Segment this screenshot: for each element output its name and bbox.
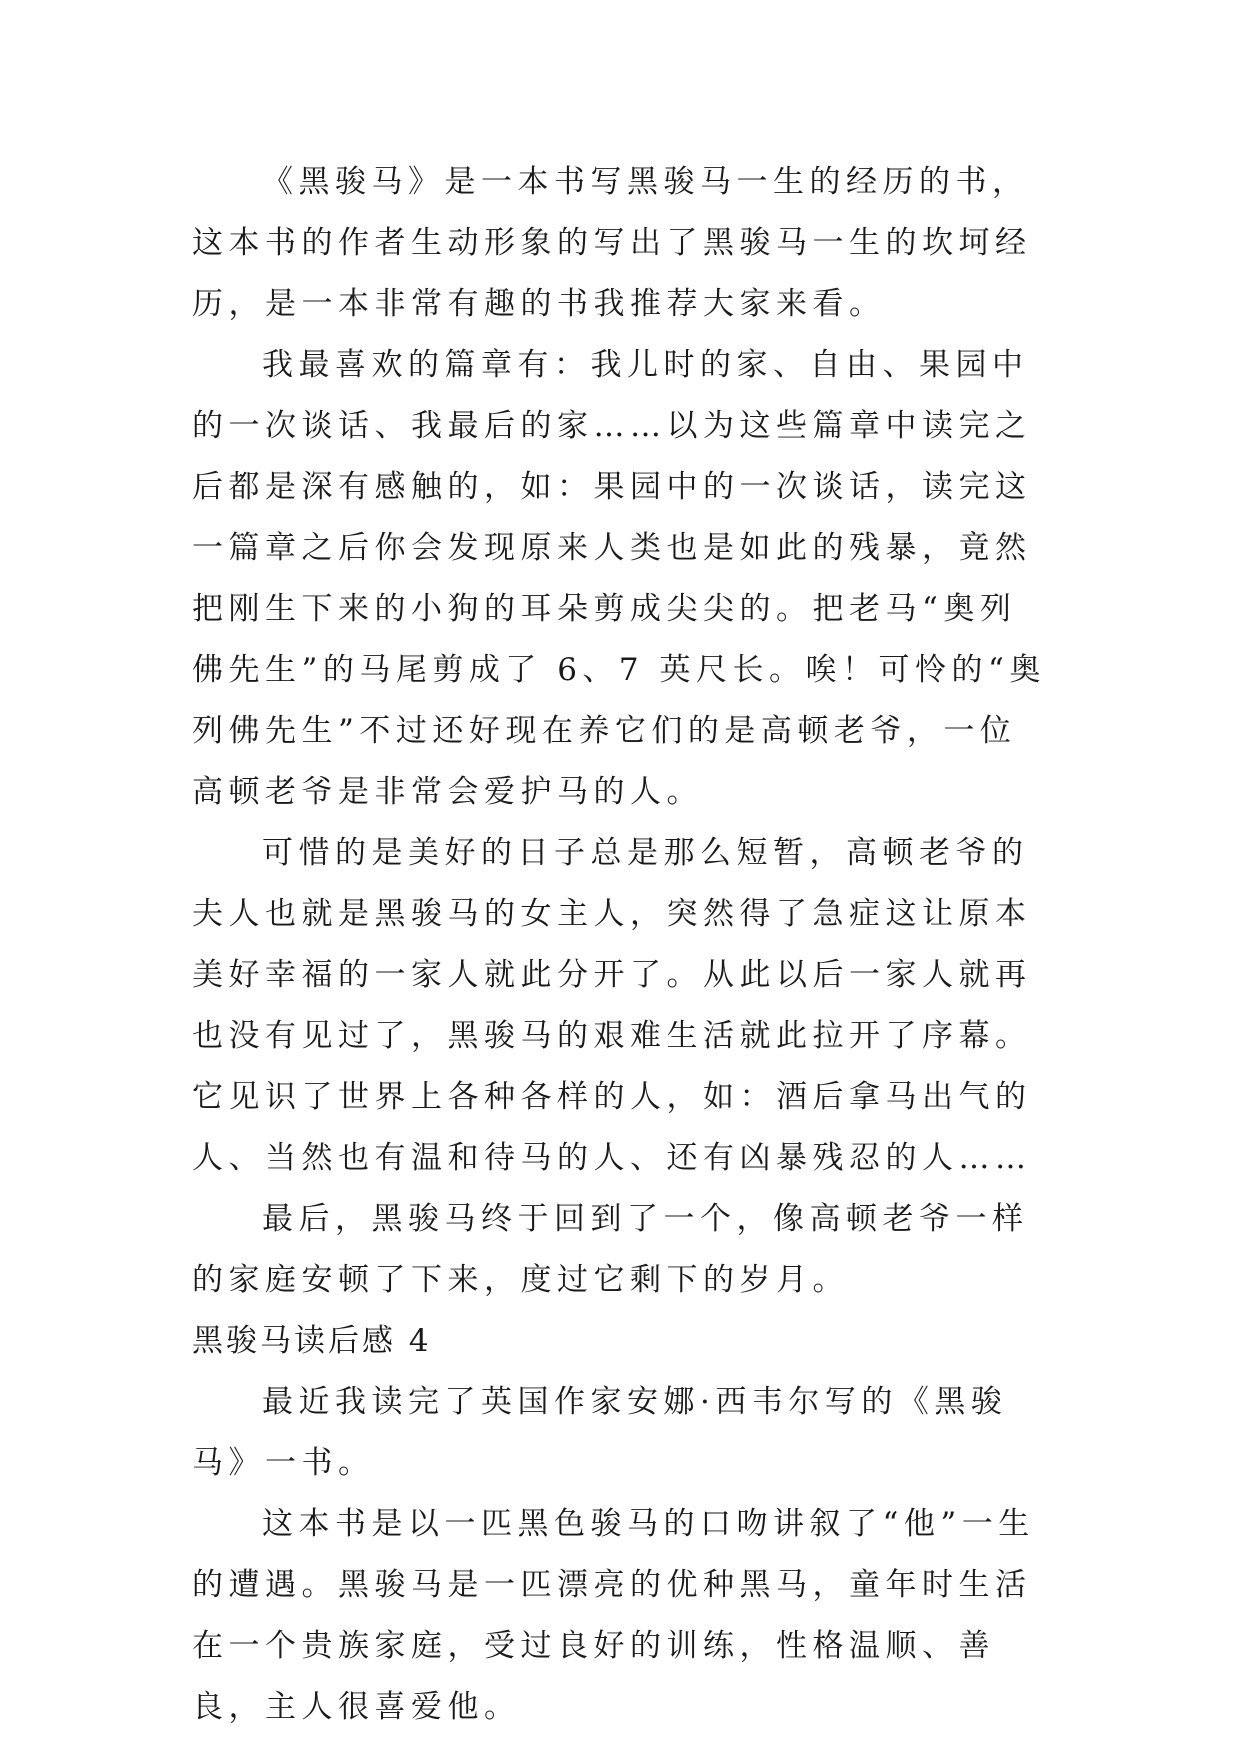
document-body <box>192 152 1052 1738</box>
paragraph-ending: 最后，黑骏马终于回到了一个，像高顿老爷一样的家庭安顿了下来，度过它剩下的岁月。 <box>192 1201 1029 1298</box>
section-heading: 黑骏马读后感 4 <box>192 1323 432 1359</box>
paragraph-hardships: 可惜的是美好的日子总是那么短暂，高顿老爷的夫人也就是黑骏马的女主人，突然得了急症这让原本美好幸福的一家人就此分开了。从此以后一家人就再也没有见过了，黑骏马的艰难生活就此拉开了序幕。它见识了世界上各种各样的人，如：酒后拿马出气的人、当然也有温和待马的人、还有凶暴残忍的人…… <box>192 835 1032 1176</box>
paragraph-new-intro: 最近我读完了英国作家安娜·西韦尔写的《黑骏马》一书。 <box>192 1384 1008 1481</box>
paragraph-story-summary: 这本书是以一匹黑色骏马的口吻讲叙了“他”一生的遭遇。黑骏马是一匹漂亮的优种黑马，童年时生活在一个贵族家庭，受过良好的训练，性格温顺、善良，主人很喜爱他。 <box>192 1506 1035 1725</box>
paragraph-intro: 《黑骏马》是一本书写黑骏马一生的经历的书，这本书的作者生动形象的写出了黑骏马一生的坎坷经历，是一本非常有趣的书我推荐大家来看。 <box>192 164 1032 322</box>
paragraph-favorite-chapters: 我最喜欢的篇章有：我儿时的家、自由、果园中的一次谈话、我最后的家……以为这些篇章中读完之后都是深有感触的，如：果园中的一次谈话，读完这一篇章之后你会发现原来人类也是如此的残暴，竟然把刚生下来的小狗的耳朵剪成尖尖的。把老马“奥列佛先生”的马尾剪成了 6、7 英尺长。唉！可怜的“奥列佛先生”不过还好现在养它们的是高顿老爷，一位高顿老爷是非常会爱护马的人。 <box>192 347 1046 810</box>
